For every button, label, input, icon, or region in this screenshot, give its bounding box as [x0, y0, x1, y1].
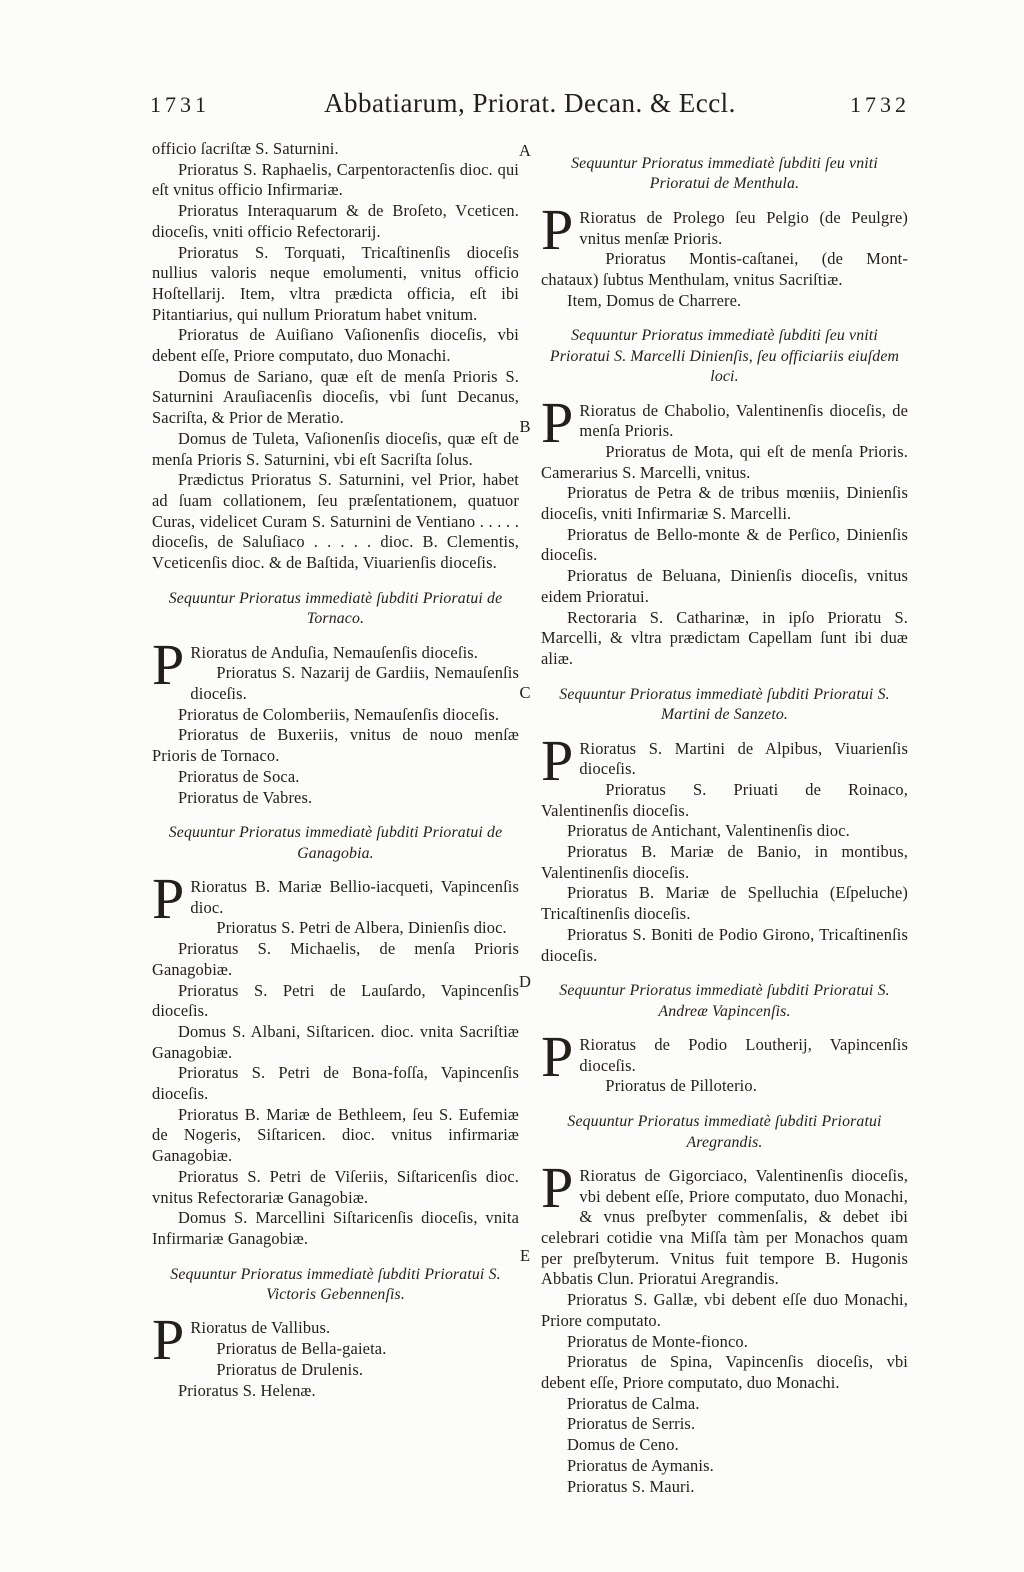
drop-cap-initial: P [541, 1024, 574, 1090]
entry-paragraph-dropcap: P Rioratus de Podio Loutherij, Vapincenſis dioceſis. [541, 1024, 908, 1090]
entry-paragraph-dropcap: P Rioratus de Chabolio, Valentinenſis dioceſis, de menſa Prioris. [541, 389, 908, 455]
entry-paragraph: Prioratus S. Helenæ. [178, 1380, 316, 1400]
entry-paragraph: Prioratus B. Mariæ de Bethleem, ſeu S. Eufemiæ de Nogeris, Siſtaricen. dioc. vnitus infirmariæ Ganagobiæ. [152, 1104, 519, 1166]
page-number-left: 1731 [150, 92, 210, 117]
entry-paragraph: Prioratus de Auiſiano Vaſionenſis dioceſis, vbi debent eſſe, Priore computato, duo Monachi. [152, 325, 519, 366]
entry-paragraph-dropcap: P Rioratus de Anduſia, Nemauſenſis dioceſis. [152, 631, 479, 697]
entry-paragraph: Prioratus de Antichant, Valentinenſis dioc. [567, 821, 850, 841]
section-heading: Sequuntur Prioratus immediatè ſubditi Prioratui de Tornaco. [168, 589, 503, 628]
entry-paragraph-dropcap: P Rioratus B. Mariæ Bellio-iacqueti, Vapincenſis dioc. [152, 866, 519, 932]
section-heading: Sequuntur Prioratus immediatè ſubditi ſeu vniti Prioratui de Menthula. [571, 155, 878, 193]
drop-cap-initial: P [152, 631, 185, 697]
column-marker-letter: D [519, 972, 531, 991]
entry-paragraph: Prioratus S. Priuati de Roinaco, Valentinenſis dioceſis. [541, 779, 908, 820]
section-heading: Sequuntur Prioratus immediatè ſubditi Prioratui S. Andreæ Vapincenſis. [559, 982, 890, 1020]
column-marker-letter: A [519, 141, 531, 160]
drop-cap-initial: P [541, 196, 574, 262]
column-marker-letter: C [519, 683, 531, 702]
entry-paragraph: Prioratus de Buxeriis, vnitus de nouo menſæ Prioris de Tornaco. [152, 725, 519, 766]
entry-paragraph: Prioratus de Mota, qui eſt de menſa Prioris. Camerarius S. Marcelli, vnitus. [541, 441, 908, 482]
page-number-right: 1732 [850, 92, 910, 117]
section-heading: Sequuntur Prioratus immediatè ſubditi Prioratui S. Victoris Gebennenſis. [170, 1265, 501, 1304]
entry-paragraph: Prioratus S. Michaelis, de menſa Prioris Ganagobiæ. [152, 939, 519, 979]
entry-paragraph: Prioratus de Drulenis. [216, 1359, 364, 1379]
drop-cap-initial: P [152, 866, 185, 932]
entry-paragraph: Prioratus S. Petri de Viſeriis, Siſtaricenſis dioc. vnitus Refectorariæ Ganagobiæ. [152, 1166, 519, 1207]
entry-paragraph: Prioratus S. Nazarij de Gardiis, Nemauſenſis dioceſis. [190, 663, 519, 703]
entry-paragraph: Prioratus de Pilloterio. [605, 1076, 757, 1096]
running-title: Abbatiarum, Priorat. Decan. & Eccl. [324, 88, 736, 118]
section-heading: Sequuntur Prioratus immediatè ſubditi Prioratui Aregrandis. [567, 1113, 882, 1151]
entry-paragraph: Prioratus Interaquarum & de Broſeto, Vceticen. dioceſis, vniti officio Refectorarij. [152, 201, 519, 241]
column-marker-letter: E [519, 1246, 531, 1265]
section-heading: Sequuntur Prioratus immediatè ſubditi Prioratui de Ganagobia. [168, 824, 503, 862]
entry-paragraph: Prioratus de Bella-gaieta. [216, 1339, 387, 1359]
text-columns [152, 139, 908, 1497]
entry-paragraph: Prioratus de Bello-monte & de Perſico, Dinienſis dioceſis. [541, 524, 908, 565]
entry-paragraph: Domus de Sariano, quæ eſt de menſa Prioris S. Saturnini Arauſiacenſis dioceſis, vbi ſunt Decanus, Sacriſta, & Prior de Meratio. [152, 366, 519, 428]
entry-paragraph: Prioratus de Petra & de tribus mœniis, Dinienſis dioceſis, vniti Infirmariæ S. Marcelli. [541, 483, 908, 524]
entry-paragraph-dropcap: P Rioratus de Gigorciaco, Valentinenſis dioceſis, vbi debent eſſe, Priore computato, duo Monachi, & vnus preſbyter commenſalis, & debet ibi celebrari cotidie vna Miſſa tàm per Monachos quam per preſbyterum. Vnitus fuit tempore B. Hugonis Abbatis Clun. Prioratui Aregrandis. [541, 1154, 908, 1289]
right-column [541, 139, 908, 1497]
entry-paragraph: Prioratus de Monte-fionco. [567, 1331, 748, 1351]
entry-paragraph: Domus S. Albani, Siſtaricen. dioc. vnita Sacriſtiæ Ganagobiæ. [152, 1021, 519, 1062]
entry-paragraph-dropcap: P Rioratus de Prolego ſeu Pelgio (de Peulgre) vnitus menſæ Prioris. [541, 196, 908, 262]
entry-paragraph: Prioratus S. Gallæ, vbi debent eſſe duo Monachi, Priore computato. [541, 1290, 908, 1330]
entry-paragraph: officio ſacriſtæ S. Saturnini. [152, 139, 339, 158]
entry-paragraph: Domus de Ceno. [567, 1435, 679, 1455]
drop-cap-initial: P [541, 727, 574, 793]
entry-paragraph: Prioratus de Beluana, Dinienſis dioceſis, vnitus eidem Prioratui. [541, 566, 908, 606]
entry-paragraph-dropcap: P Rioratus S. Martini de Alpibus, Viuarienſis dioceſis. [541, 727, 908, 793]
entry-paragraph: Prioratus Montis-caſtanei, (de Mont-chataux) ſubtus Menthulam, vnitus Sacriſtiæ. [541, 249, 908, 289]
entry-paragraph: Prioratus de Aymanis. [567, 1455, 714, 1475]
entry-paragraph-dropcap: P Rioratus de Vallibus. [152, 1307, 331, 1373]
entry-paragraph: Prioratus S. Torquati, Tricaſtinenſis dioceſis nullius valoris neque emolumenti, vnitus officio Hoſtellarij. Item, vltra prædicta officia, eſt ibi Pitantiarius, qui nullum Prioratum habet vnitum. [152, 242, 519, 324]
entry-paragraph: Prioratus S. Petri de Lauſardo, Vapincenſis dioceſis. [152, 980, 519, 1021]
entry-paragraph: Prioratus S. Petri de Albera, Dinienſis dioc. [216, 918, 507, 938]
entry-paragraph: Prioratus S. Petri de Bona-foſſa, Vapincenſis dioceſis. [152, 1063, 519, 1104]
entry-paragraph: Prioratus B. Mariæ de Spelluchia (Eſpeluche) Tricaſtinenſis dioceſis. [541, 883, 908, 924]
entry-paragraph: Prioratus de Colomberiis, Nemauſenſis dioceſis. [178, 704, 500, 724]
entry-paragraph: Prioratus B. Mariæ de Banio, in montibus, Valentinenſis dioceſis. [541, 842, 908, 882]
section-heading: Sequuntur Prioratus immediatè ſubditi ſeu vniti Prioratui S. Marcelli Dinienſis, ſeu officiariis eiuſdem loci. [549, 327, 900, 386]
entry-paragraph: Item, Domus de Charrere. [567, 290, 742, 310]
drop-cap-initial: P [152, 1307, 185, 1373]
entry-paragraph: Prioratus de Calma. [567, 1393, 700, 1413]
drop-cap-initial: P [541, 1154, 574, 1220]
entry-paragraph: Rectoraria S. Catharinæ, in ipſo Prioratu S. Marcelli, & vltra prædictam Capellam ſunt ibi duæ aliæ. [541, 607, 908, 668]
section-heading: Sequuntur Prioratus immediatè ſubditi Prioratui S. Martini de Sanzeto. [559, 685, 890, 724]
running-header [150, 88, 910, 119]
drop-cap-initial: P [541, 389, 574, 455]
entry-paragraph: Prioratus S. Mauri. [567, 1476, 695, 1496]
entry-paragraph: Prioratus de Soca. [178, 766, 300, 786]
entry-paragraph: Prioratus S. Boniti de Podio Girono, Tricaſtinenſis dioceſis. [541, 924, 908, 965]
left-column [152, 139, 519, 1497]
entry-paragraph: Prioratus de Vabres. [178, 787, 313, 807]
entry-paragraph: Domus S. Marcellini Siſtaricenſis dioceſis, vnita Infirmariæ Ganagobiæ. [152, 1208, 519, 1248]
entry-paragraph: Prioratus S. Raphaelis, Carpentoractenſis dioc. qui eſt vnitus officio Infirmariæ. [152, 159, 519, 200]
entry-paragraph: Prioratus de Spina, Vapincenſis dioceſis, vbi debent eſſe, Priore computato, duo Monachi. [541, 1352, 908, 1392]
column-marker-letter: B [519, 417, 531, 436]
entry-paragraph: Prioratus de Serris. [567, 1414, 696, 1434]
entry-paragraph: Prædictus Prioratus S. Saturnini, vel Prior, habet ad ſuam collationem, ſeu præſentationem, quatuor Curas, videlicet Curam S. Saturnini de Ventiano . . . . . dioceſis, de Saluſiaco . . . . . dioc. B. Clementis, Vceticenſis dioc. & de Baſtida, Viuarienſis dioceſis. [152, 470, 519, 573]
entry-paragraph: Domus de Tuleta, Vaſionenſis dioceſis, quæ eſt de menſa Prioris S. Saturnini, vbi eſt Sacriſta ſolus. [152, 428, 519, 469]
